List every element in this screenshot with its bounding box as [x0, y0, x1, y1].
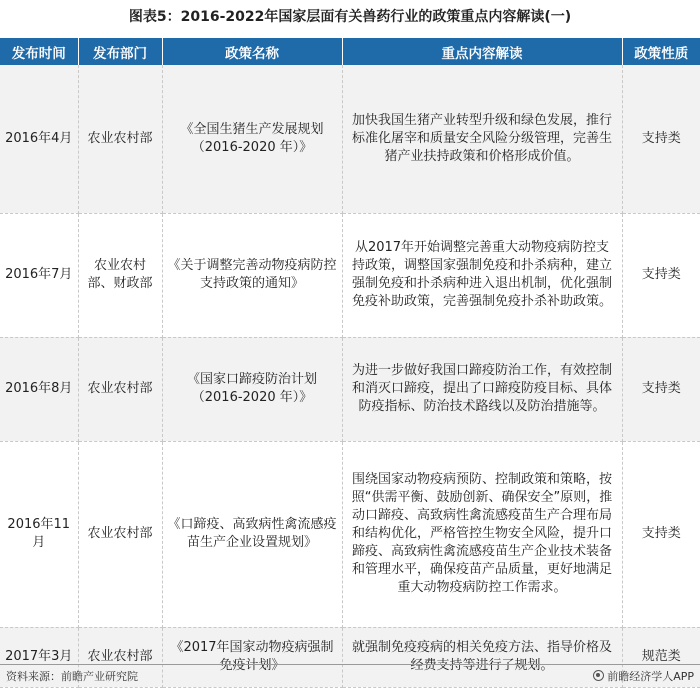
cell-content: 就强制免疫疫病的相关免疫方法、指导价格及经费支持等进行了规划。	[342, 627, 622, 687]
cell-department: 农业农村部	[78, 441, 162, 627]
cell-department: 农业农村部	[78, 627, 162, 687]
footer-divider	[0, 664, 700, 665]
table-row	[0, 441, 700, 627]
cell-content: 围绕国家动物疫病预防、控制政策和策略，按照“供需平衡、鼓励创新、确保安全”原则，推动口蹄疫、高致病性禽流感疫苗生产合理布局和结构优化，严格管控生物安全风险，提升口蹄疫、高致病性禽流感疫苗生产企业技术装备和管理水平，确保疫苗产品质量，更好地满足重大动物疫病防控工作需求。	[342, 441, 622, 627]
cell-policy-name: 《2017年国家动物疫病强制免疫计划》	[162, 627, 342, 687]
column-header-department: 发布部门	[78, 38, 162, 65]
brand-credit	[593, 668, 694, 684]
cell-content: 从2017年开始调整完善重大动物疫病防控支持政策，调整国家强制免疫和扑杀病种，建立强制免疫和扑杀病种进入退出机制，优化强制免疫补助政策，完善强制免疫扑杀补助政策。	[342, 213, 622, 337]
cell-date: 2016年4月	[0, 65, 78, 213]
column-header-content: 重点内容解读	[342, 38, 622, 65]
table-row	[0, 337, 700, 441]
brand-logo-icon	[593, 670, 604, 681]
cell-nature: 支持类	[622, 337, 700, 441]
cell-date: 2016年8月	[0, 337, 78, 441]
cell-nature: 支持类	[622, 213, 700, 337]
cell-content: 为进一步做好我国口蹄疫防治工作，有效控制和消灭口蹄疫，提出了口蹄疫防疫目标、具体防疫指标、防治技术路线以及防治措施等。	[342, 337, 622, 441]
brand-label: 前瞻经济学人APP	[607, 670, 694, 683]
cell-content: 加快我国生猪产业转型升级和绿色发展，推行标准化屠宰和质量安全风险分级管理，完善生猪产业扶持政策和价格形成价值。	[342, 65, 622, 213]
cell-policy-name: 《口蹄疫、高致病性禽流感疫苗生产企业设置规划》	[162, 441, 342, 627]
cell-policy-name: 《全国生猪生产发展规划（2016-2020 年）》	[162, 65, 342, 213]
source-note: 资料来源：前瞻产业研究院	[6, 670, 138, 683]
column-header-nature: 政策性质	[622, 38, 700, 65]
cell-date: 2016年11月	[0, 441, 78, 627]
cell-date: 2017年3月	[0, 627, 78, 687]
table-row	[0, 213, 700, 337]
cell-department: 农业农村部	[78, 337, 162, 441]
column-header-date: 发布时间	[0, 38, 78, 65]
cell-policy-name: 《关于调整完善动物疫病防控支持政策的通知》	[162, 213, 342, 337]
table-header-row	[0, 38, 700, 65]
cell-nature: 支持类	[622, 65, 700, 213]
table-row	[0, 65, 700, 213]
cell-policy-name: 《国家口蹄疫防治计划（2016-2020 年）》	[162, 337, 342, 441]
column-header-policy-name: 政策名称	[162, 38, 342, 65]
cell-nature: 规范类	[622, 627, 700, 687]
cell-nature: 支持类	[622, 441, 700, 627]
policy-table	[0, 38, 700, 688]
cell-date: 2016年7月	[0, 213, 78, 337]
chart-title: 图表5：2016-2022年国家层面有关兽药行业的政策重点内容解读(一)	[128, 9, 572, 25]
cell-department: 农业农村部	[78, 65, 162, 213]
cell-department: 农业农村部、财政部	[78, 213, 162, 337]
